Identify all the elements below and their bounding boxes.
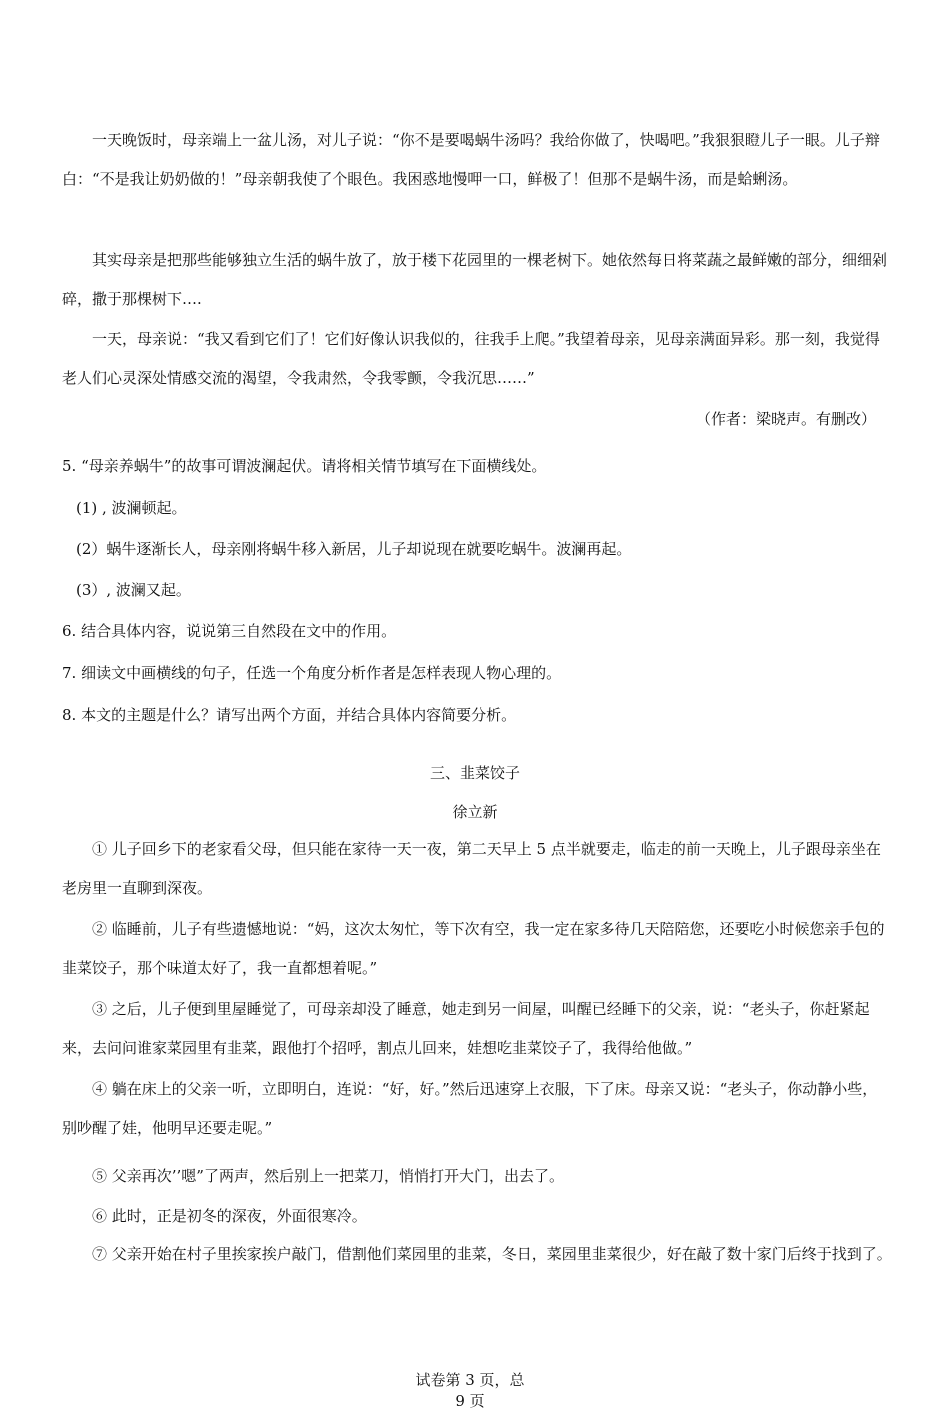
page-footer-line-1: 试卷第 3 页，总: [415, 1371, 525, 1389]
question-8: 8. 本文的主题是什么？请写出两个方面，并结合具体内容简要分析。: [62, 706, 517, 724]
question-5: 5. “母亲养蜗牛”的故事可谓波澜起伏。请将相关情节填写在下面横线处。: [62, 457, 547, 475]
section-title: 三、韭菜饺子: [429, 764, 520, 782]
essay-paragraph-4: ④ 躺在床上的父亲一听，立即明白，连说：“好，好。”然后迅速穿上衣服，下了床。母亲又说：“老头子，你动静小些，别吵醒了娃，他明早还要走呢。”: [62, 1080, 878, 1137]
question-7: 7. 细读文中画横线的句子，任选一个角度分析作者是怎样表现人物心理的。: [62, 664, 562, 682]
essay-paragraph-1: ① 儿子回乡下的老家看父母，但只能在家待一天一夜，第二天早上 5 点半就要走，临走的前一天晚上，儿子跟母亲坐在老房里一直聊到深夜。: [62, 840, 881, 897]
author-credit: （作者：梁晓声。有删改）: [695, 410, 876, 428]
essay-paragraph-2: ② 临睡前，儿子有些遗憾地说：“妈，这次太匆忙，等下次有空，我一定在家多待几天陪陪您，还要吃小时候您亲手包的韭菜饺子，那个味道太好了，我一直都想着呢。”: [62, 920, 885, 977]
essay-paragraph-6: ⑥ 此时，正是初冬的深夜，外面很寒冷。: [92, 1207, 367, 1225]
page-footer-line-2: 9 页: [455, 1392, 485, 1410]
question-5-part-1: (1) , 波澜顿起。: [76, 499, 187, 517]
essay-paragraph-5: ⑤ 父亲再次’’嗯”了两声，然后别上一把菜刀，悄悄打开大门，出去了。: [92, 1167, 564, 1185]
essay-paragraph-3: ③ 之后，儿子便到里屋睡觉了，可母亲却没了睡意，她走到另一间屋，叫醒已经睡下的父亲，说：“老头子，你赶紧起来，去问问谁家菜园里有韭菜，跟他打个招呼，割点儿回来，娃想吃韭菜饺子了，我得给他做。”: [62, 1000, 870, 1057]
question-5-part-3: (3）, 波澜又起。: [76, 581, 191, 599]
question-5-part-2: (2）蜗牛逐渐长人，母亲刚将蜗牛移入新居，儿子却说现在就要吃蜗牛。波澜再起。: [76, 540, 632, 558]
story-paragraph-3: 一天，母亲说：“我又看到它们了！它们好像认识我似的，往我手上爬。”我望着母亲，见母亲满面异彩。那一刻，我觉得老人们心灵深处情感交流的渴望，令我肃然，令我零颤，令我沉思……”: [62, 330, 880, 387]
section-author: 徐立新: [452, 803, 498, 821]
essay-paragraph-7: ⑦ 父亲开始在村子里挨家挨户敲门，借割他们菜园里的韭菜，冬日，菜园里韭菜很少，好在敲了数十家门后终于找到了。: [92, 1245, 892, 1263]
question-6: 6. 结合具体内容，说说第三自然段在文中的作用。: [62, 622, 397, 640]
story-paragraph-1: 一天晚饭时，母亲端上一盆儿汤，对儿子说：“你不是要喝蜗牛汤吗？我给你做了，快喝吧。”我狠狠瞪儿子一眼。儿子辩白：“不是我让奶奶做的！”母亲朝我使了个眼色。我困惑地慢呷一口，鲜极了！但那不是蜗牛汤，而是蛤蜊汤。: [62, 131, 880, 188]
story-paragraph-2: 其实母亲是把那些能够独立生活的蜗牛放了，放于楼下花园里的一棵老树下。她依然每日将菜蔬之最鲜嫩的部分，细细剁碎，撒于那棵树下….: [62, 251, 888, 308]
